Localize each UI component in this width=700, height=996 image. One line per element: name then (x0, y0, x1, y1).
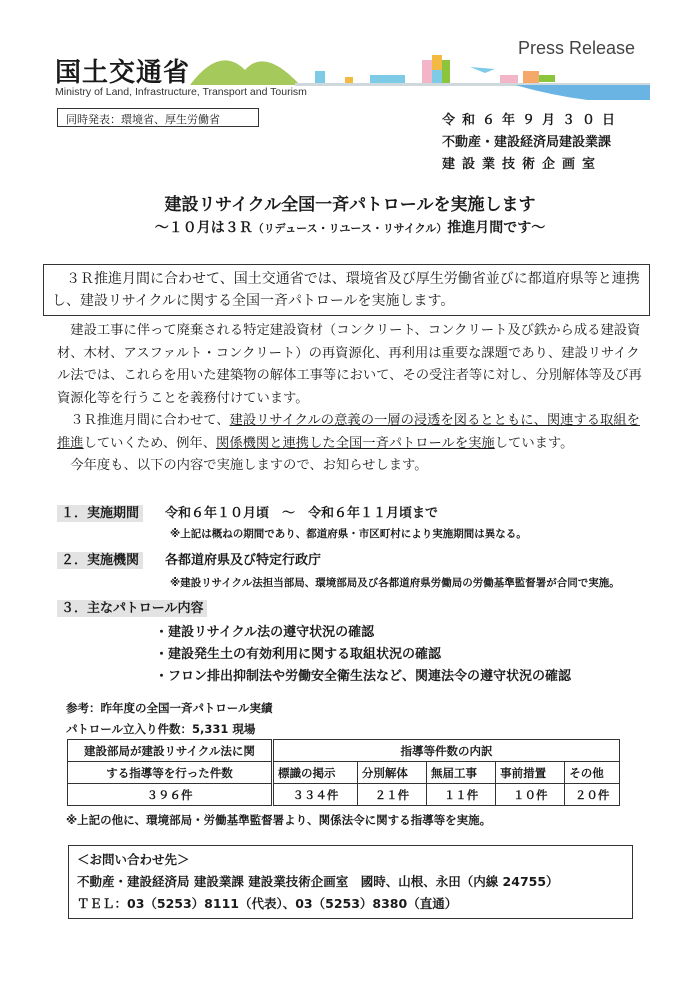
reference-title: 参考：昨年度の全国一斉パトロール実績 (66, 701, 273, 715)
section-note: ※建設リサイクル法担当部局、環境部局及び各都道府県労働局の労働基準監督署が合同で実施。 (170, 577, 620, 589)
table-header: 標識の掲示 (273, 762, 358, 784)
table-note: ※上記の他に、環境部局・労働基準監督署より、関係法令に関する指導等を実施。 (66, 813, 492, 827)
p2-text: しています。 (494, 435, 574, 451)
table-header: する指導等を行った件数 (68, 762, 273, 784)
subtitle-paren: （リデュース・リユース・リサイクル） (252, 222, 448, 235)
table-header: 事前措置 (496, 762, 565, 784)
table-row (68, 784, 620, 806)
p2-text: ３Ｒ推進月間に合わせて、 (70, 413, 230, 428)
table-header: 指導等件数の内訳 (273, 740, 620, 762)
subtitle-pre: ～１０月は３Ｒ (154, 220, 253, 236)
ministry-logo: 国土交通省 (55, 58, 191, 88)
section-value: 令和６年１０月頃 ～ 令和６年１１月頃まで (165, 506, 439, 521)
summary-text: ３Ｒ推進月間に合わせて、国土交通省では、環境省及び厚生労働省並びに都道府県等と連携し、建設リサイクルに関する全国一斉パトロールを実施します。 (52, 271, 640, 309)
page-title: 建設リサイクル全国一斉パトロールを実施します (164, 195, 536, 215)
table-cell: ３９６件 (68, 784, 273, 806)
section-heading: ３．主なパトロール内容 (57, 600, 207, 617)
contact-box (68, 845, 633, 919)
section-heading: ２．実施機関 (57, 552, 143, 569)
list-item: ・建設リサイクル法の遵守状況の確認 (155, 625, 375, 640)
paragraph-2 (57, 410, 647, 455)
section-value: 各都道府県及び特定行政庁 (165, 553, 322, 568)
table-row (68, 762, 620, 784)
table-cell: １０件 (496, 784, 565, 806)
contact-phone: ＴＥＬ：03（5253）8111（代表）、03（5253）8380（直通） (77, 896, 458, 911)
results-table (67, 739, 620, 806)
press-release-label: Press Release (518, 38, 636, 58)
summary-box (43, 264, 650, 316)
patrol-items-list (155, 622, 571, 688)
table-header: 無届工事 (427, 762, 496, 784)
ministry-name-en: Ministry of Land, Infrastructure, Transport and Tourism (55, 86, 307, 98)
section-note: ※上記は概ねの期間であり、都道府県・市区町村により実施期間は異なる。 (170, 528, 527, 540)
page-subtitle (0, 217, 700, 237)
section-heading: １．実施期間 (57, 505, 143, 522)
simultaneous-announcement-box: 同時発表：環境省、厚生労働省 (57, 108, 259, 127)
landscape-banner-illustration (185, 45, 650, 100)
release-date: 令和６年９月３０日 (442, 113, 623, 128)
section-agency (57, 549, 321, 568)
p2-text: していくため、例年、 (83, 435, 217, 451)
p2-underline-1: 建設リサイクルの意義の一層の浸透を図るとともに、関連する取組を推進 (57, 413, 640, 451)
paragraph-1: 建設工事に伴って廃棄される特定建設資材（コンクリート、コンクリート及び鉄から成る建設資材、木材、アスファルト・コンクリート）の再資源化、再利用は重要な課題であり、建設リサイクル法では、これらを用いた建築物の解体工事等において、その受注者等に対し、分別解体等及び再資源化等を行うことを義務付けています。 (57, 323, 642, 406)
section-period (57, 502, 438, 521)
table-header: その他 (565, 762, 620, 784)
table-row (68, 740, 620, 762)
table-cell: ２１件 (357, 784, 426, 806)
p2-underline-2: 関係機関と連携した全国一斉パトロールを実施 (216, 435, 495, 451)
paragraph-3: 今年度も、以下の内容で実施しますので、お知らせします。 (70, 458, 428, 473)
reference-count: パトロール立入り件数：5,331 現場 (66, 722, 256, 736)
table-cell: ２０件 (565, 784, 620, 806)
table-cell: ３３４件 (273, 784, 358, 806)
subtitle-post: 推進月間です～ (447, 220, 546, 236)
body-text (57, 320, 647, 478)
list-item: ・建設発生土の有効利用に関する取組状況の確認 (155, 647, 442, 662)
office-name: 建設業技術企画室 (442, 157, 603, 172)
bureau-name: 不動産・建設経済局建設業課 (442, 135, 612, 150)
table-header: 建設部局が建設リサイクル法に関 (68, 740, 273, 762)
list-item: ・フロン排出抑制法や労働安全衛生法など、関連法令の遵守状況の確認 (155, 669, 572, 684)
section-contents (57, 597, 207, 616)
table-header: 分別解体 (357, 762, 426, 784)
contact-title: ＜お問い合わせ先＞ (77, 852, 190, 867)
issuer-block (442, 110, 622, 176)
contact-department: 不動産・建設経済局 建設業課 建設業技術企画室 國時、山根、永田（内線 24755） (77, 874, 559, 889)
table-cell: １１件 (427, 784, 496, 806)
